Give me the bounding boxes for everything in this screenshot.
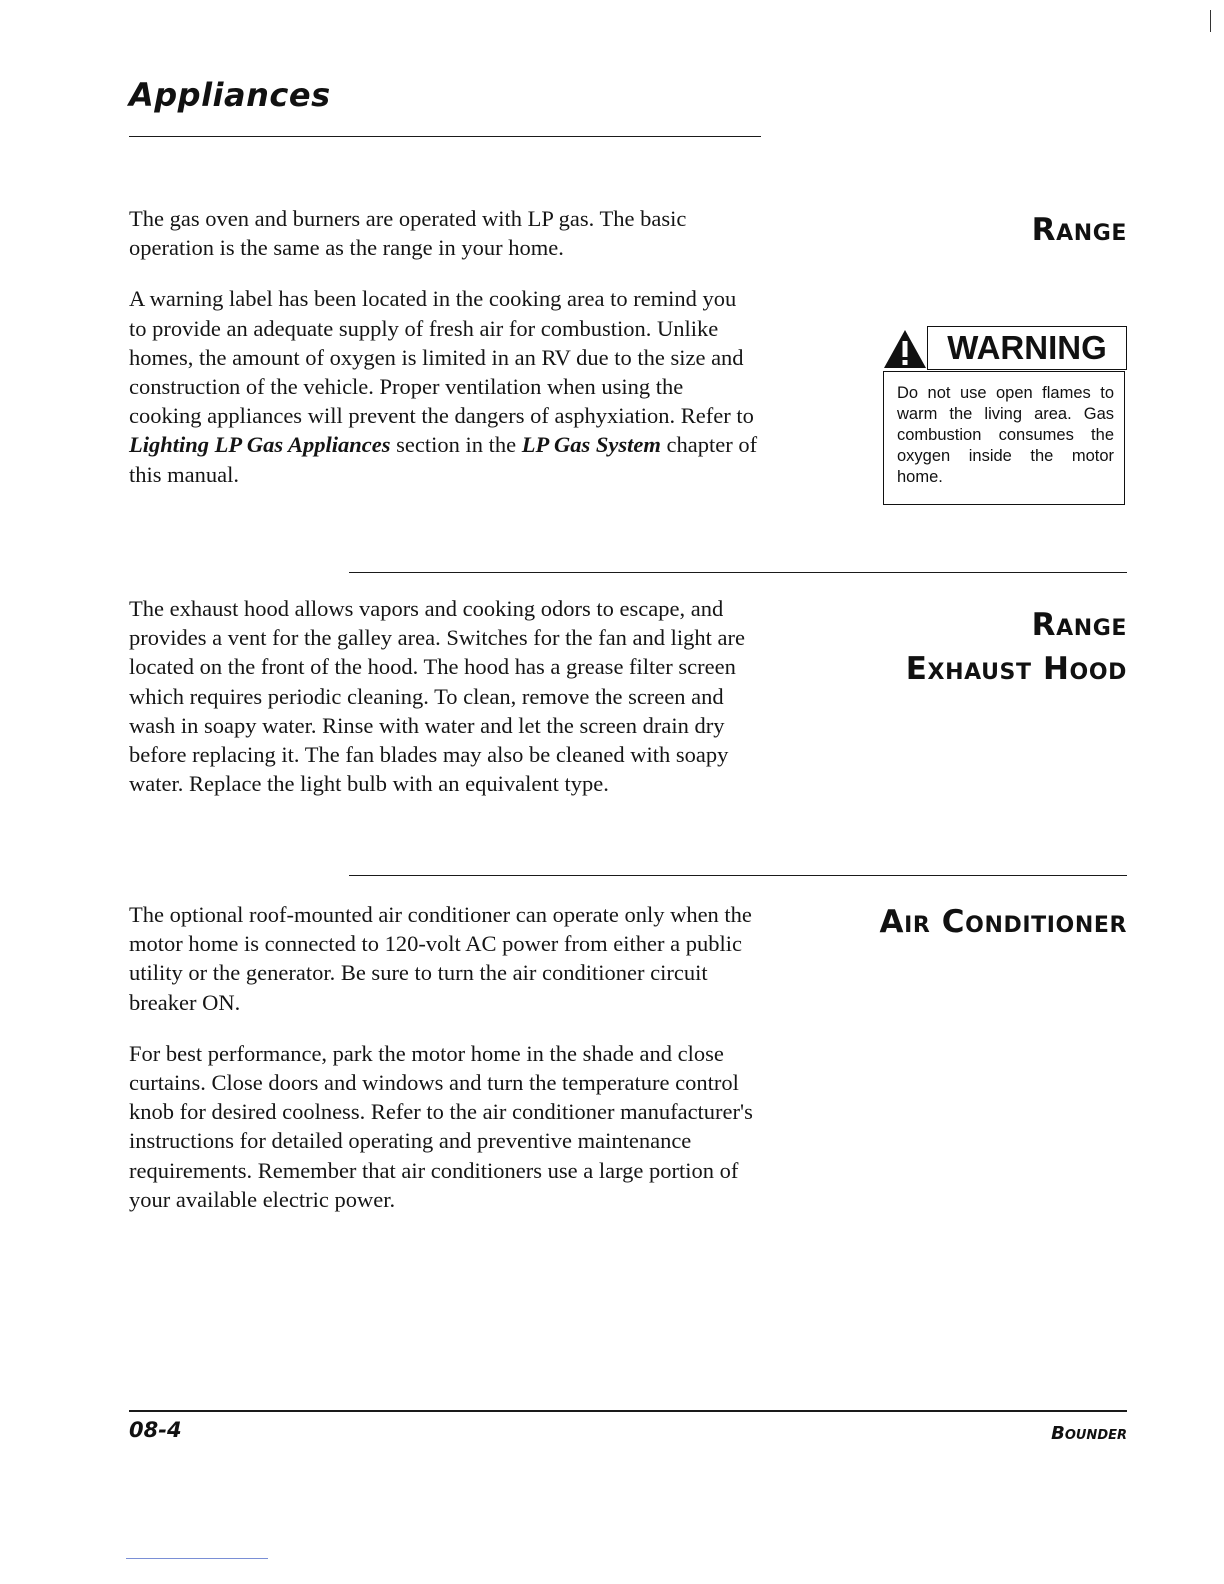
section-divider-air-conditioner xyxy=(349,875,1127,876)
range-section-body xyxy=(129,204,759,489)
range-paragraph-2-lead: A warning label has been located in the cooking area to remind you to provide an adequate supply of fresh air for combustion. Unlike homes, the amount of oxygen is limited in an RV due to the size and construction of the vehicle. Proper ventilation when using the cooking appliances will prevent the dangers of asphyxiation. Refer to xyxy=(129,286,754,429)
page-number: 08-4 xyxy=(129,1418,182,1442)
section-divider-exhaust-hood xyxy=(349,572,1127,573)
footer-divider xyxy=(129,1410,1127,1412)
range-heading: Range xyxy=(1031,212,1127,248)
warning-text: Do not use open flames to warm the living area. Gas combustion consumes the oxygen inside the motor home. xyxy=(883,371,1125,505)
air-conditioner-paragraph-2: For best performance, park the motor home in the shade and close curtains. Close doors and windows and turn the temperature control knob for desired coolness. Refer to the air conditioner manufacturer's instructions for detailed operating and preventive maintenance requirements. Remember that air conditioners use a large portion of your available electric power. xyxy=(129,1040,753,1212)
air-conditioner-section-body xyxy=(129,900,759,1214)
exhaust-hood-heading-line-2: Exhaust Hood xyxy=(905,651,1127,687)
warning-triangle-icon xyxy=(883,329,927,369)
range-paragraph-2-middle: section in the xyxy=(390,432,522,458)
warning-box xyxy=(883,326,1127,506)
header-divider xyxy=(129,136,761,137)
air-conditioner-paragraph-1: The optional roof-mounted air conditioner can operate only when the motor home is connected to 120-volt AC power from either a public utility or the generator. Be sure to turn the air conditioner circuit breaker ON. xyxy=(129,902,752,1015)
range-paragraph-2 xyxy=(129,284,759,488)
bottom-scan-mark xyxy=(126,1558,268,1559)
footer-brand: Bounder xyxy=(1051,1423,1127,1444)
range-paragraph-2-end: chapter of this manual. xyxy=(129,432,758,487)
ref-lp-gas-system: LP Gas System xyxy=(521,432,661,458)
range-paragraph-1: The gas oven and burners are operated with LP gas. The basic operation is the same as the range in your home. xyxy=(129,206,687,261)
warning-header xyxy=(883,326,1127,370)
air-conditioner-heading: Air Conditioner xyxy=(879,904,1127,940)
exhaust-hood-paragraph-1: The exhaust hood allows vapors and cooking odors to escape, and provides a vent for the galley area. Switches for the fan and light are located on the front of the hood. The hood has a grease filter screen which requires periodic cleaning. To clean, remove the screen and wash in soapy water. Rinse with water and let the screen drain dry before replacing it. The fan blades may also be cleaned with soapy water. Replace the light bulb with an equivalent type. xyxy=(129,596,746,797)
exhaust-hood-heading xyxy=(906,603,1127,691)
warning-label: WARNING xyxy=(927,326,1127,370)
scan-edge-mark xyxy=(1210,10,1211,32)
chapter-title: Appliances xyxy=(129,76,331,114)
ref-lighting-lp-gas-appliances: Lighting LP Gas Appliances xyxy=(129,432,391,458)
exhaust-hood-section-body xyxy=(129,594,759,798)
exhaust-hood-heading-line-1: Range xyxy=(1031,607,1127,643)
